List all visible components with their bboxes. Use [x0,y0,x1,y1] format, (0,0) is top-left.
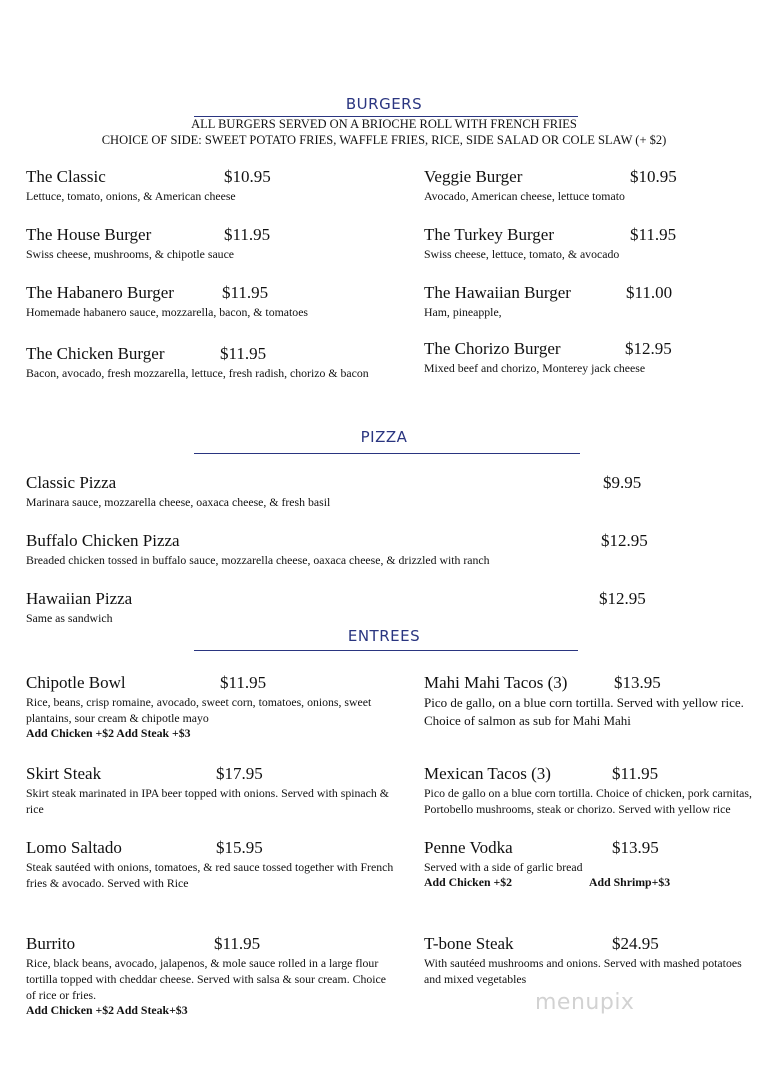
menu-item-description: Served with a side of garlic bread [424,860,583,874]
menu-item-addon: Add Chicken +$2 Add Steak+$3 [26,1003,188,1017]
menu-item-name: The Habanero Burger [26,283,174,302]
menu-item-name: Burrito [26,934,76,953]
menu-item-description: With sautéed mushrooms and onions. Served with mashed potatoes and mixed vegetables [424,956,742,986]
entrees-rule [194,650,578,651]
pizza-rule [194,453,580,454]
menu-item-price: $12.95 [625,339,672,358]
menu-item-description: Marinara sauce, mozzarella cheese, oaxaca cheese, & fresh basil [26,495,331,509]
entrees-heading: ENTREES [347,627,421,645]
menu-item-description: Rice, black beans, avocado, jalapenos, & mole sauce rolled in a large flour tortilla topped with cheddar cheese. Served with salsa & sour cream. Choice of rice or fries. [26,956,387,1002]
menu-item-price: $15.95 [216,838,263,857]
burgers-note-2: CHOICE OF SIDE: SWEET POTATO FRIES, WAFFLE FRIES, RICE, SIDE SALAD OR COLE SLAW (+ $2) [101,133,667,147]
menu-item-addon: Add Shrimp+$3 [589,875,671,889]
menu-item-price: $11.00 [626,283,673,302]
menu-item-name: The Turkey Burger [424,225,555,244]
menu-item-price: $9.95 [603,473,642,492]
menu-item-name: Lomo Saltado [26,838,122,857]
menu-item-description: Skirt steak marinated in IPA beer topped with onions. Served with spinach & rice [26,786,389,816]
menu-item-price: $13.95 [614,673,661,692]
menu-item-name: The Chicken Burger [26,344,165,363]
menu-item-name: Mexican Tacos (3) [424,764,551,783]
menu-item-price: $10.95 [630,167,677,186]
menu-item-price: $11.95 [222,283,269,302]
menu-item-description: Homemade habanero sauce, mozzarella, bacon, & tomatoes [26,305,309,319]
menu-item-name: The Hawaiian Burger [424,283,571,302]
menu-item-name: Penne Vodka [424,838,513,857]
menu-item-description: Avocado, American cheese, lettuce tomato [424,189,625,203]
menu-item-description: Ham, pineapple, [424,305,502,319]
menu-item-description: Lettuce, tomato, onions, & American cheese [26,189,236,203]
pizza-heading: PIZZA [360,428,408,446]
menu-item-name: The House Burger [26,225,152,244]
menu-item-name: T-bone Steak [424,934,514,953]
menu-item-addon: Add Chicken +$2 Add Steak +$3 [26,726,191,740]
menu-item-price: $11.95 [630,225,677,244]
menu-item-description: Pico de gallo on a blue corn tortilla. Choice of chicken, pork carnitas, Portobello mushrooms, steak or chorizo. Served with yellow rice [424,786,752,816]
menu-item-price: $12.95 [599,589,646,608]
menu-item-price: $17.95 [216,764,263,783]
menu-item-price: $24.95 [612,934,659,953]
menu-item-name: The Chorizo Burger [424,339,561,358]
menu-item-description: Pico de gallo, on a blue corn tortilla. Served with yellow rice. Choice of salmon as sub for Mahi Mahi [424,695,744,728]
menu-item-description: Bacon, avocado, fresh mozzarella, lettuce, fresh radish, chorizo & bacon [26,366,369,380]
menu-item-name: Veggie Burger [424,167,523,186]
menu-item-name: Skirt Steak [26,764,102,783]
menu-item-description: Same as sandwich [26,611,113,625]
menu-item-price: $11.95 [214,934,261,953]
menu-item-name: Buffalo Chicken Pizza [26,531,180,550]
menu-item-name: Hawaiian Pizza [26,589,133,608]
menu-item-name: Chipotle Bowl [26,673,126,692]
menu-item-price: $11.95 [224,225,271,244]
menu-item-description: Breaded chicken tossed in buffalo sauce, mozzarella cheese, oaxaca cheese, & drizzled with ranch [26,553,490,567]
menu-item-description: Mixed beef and chorizo, Monterey jack cheese [424,361,646,375]
menu-item-description: Steak sautéed with onions, tomatoes, & red sauce tossed together with French fries & avocado. Served with Rice [26,860,394,890]
menu-item-name: The Classic [26,167,106,186]
menu-item-price: $11.95 [220,673,267,692]
menupix-watermark: menupix [535,990,635,1015]
menu-item-price: $11.95 [220,344,267,363]
menu-item-description: Rice, beans, crisp romaine, avocado, sweet corn, tomatoes, onions, sweet plantains, sour cream & chipotle mayo [26,695,372,725]
menu-item-price: $13.95 [612,838,659,857]
burgers-note-1: ALL BURGERS SERVED ON A BRIOCHE ROLL WITH FRENCH FRIES [191,117,577,131]
menu-item-name: Mahi Mahi Tacos (3) [424,673,568,692]
menu-item-price: $12.95 [601,531,648,550]
menu-item-description: Swiss cheese, mushrooms, & chipotle sauce [26,247,235,261]
menu-item-price: $10.95 [224,167,271,186]
menu-item-addon: Add Chicken +$2 [424,875,513,889]
burgers-heading: BURGERS [345,95,423,113]
menu-item-price: $11.95 [612,764,659,783]
menu-item-description: Swiss cheese, lettuce, tomato, & avocado [424,247,620,261]
menu-item-name: Classic Pizza [26,473,117,492]
